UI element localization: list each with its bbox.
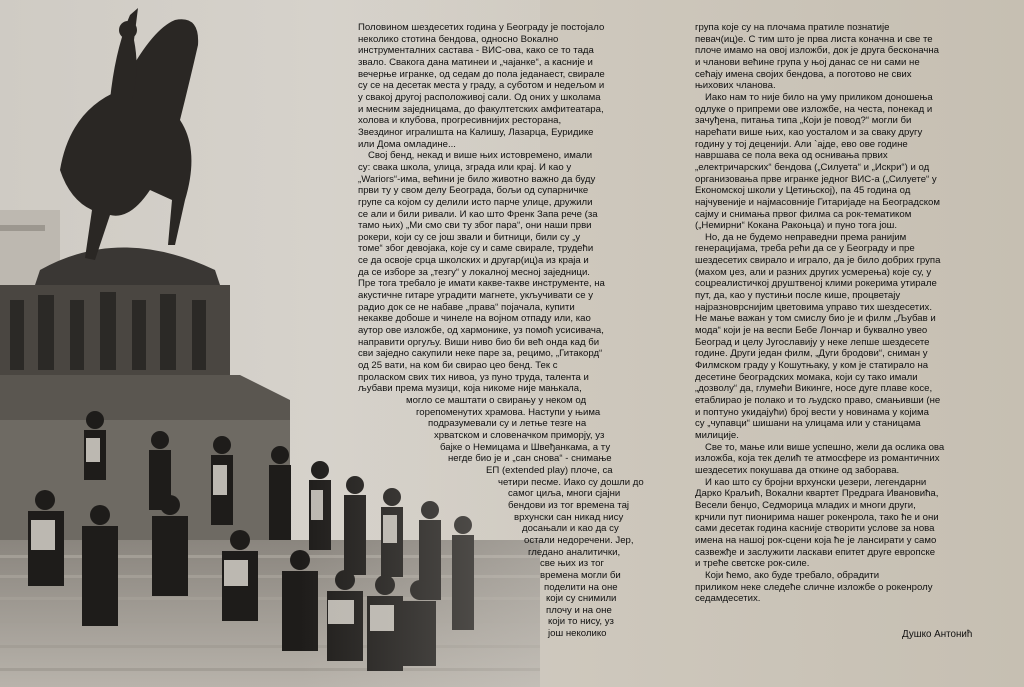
text-line: све њих из тог — [540, 558, 604, 570]
text-line: досањали и као да су — [522, 523, 619, 535]
text-line: плоче имамо на овој изложби, док је друга бесконачна — [695, 45, 940, 57]
author-signature: Душко Антонић — [902, 629, 973, 640]
text-line: врхунски сан никад нису — [514, 511, 624, 523]
paragraph-exhibition — [695, 442, 1005, 477]
paragraph-closing — [695, 570, 1005, 605]
text-line: времена могли би — [540, 569, 621, 581]
text-line: етаблирао је полако и то људско право, смањивши (не — [695, 395, 941, 406]
text-line: тамо њих) „Ми смо сви ту због пара“, они наши први — [358, 220, 592, 232]
paragraph-continuation — [695, 22, 1005, 92]
paragraph-own-band — [358, 150, 658, 395]
text-line: радио док се не набаве „права“ појачала, купити — [358, 301, 575, 313]
text-line: навршава се пола века од оснивања првих — [695, 150, 888, 162]
text-line: да се изборе за „тезгу“ у локалној месној заједници. — [358, 266, 590, 278]
text-line: плочу и на оне — [546, 604, 612, 616]
text-line: или Дома омладине... — [358, 138, 456, 150]
text-line: томе“ због девојака, које су и саме свирале, трудећи — [358, 243, 594, 255]
text-line: неколико стотина бендова, односно Вокално — [358, 33, 559, 45]
text-line: остали недоречени. Јер, — [524, 534, 634, 546]
text-line: имена на нашој рок-сцени која ће је лансирати у само — [695, 534, 937, 546]
text-line: бајке о Немицама и Швеђанкама, а ту — [440, 441, 611, 453]
text-line: некакве добоше и чинеле на војном отпаду или, као — [358, 313, 591, 325]
left-text-column — [358, 22, 658, 640]
text-line: организовања прве игранке једног ВИС-а („Силуете“ у — [695, 173, 937, 185]
text-line: И као што су бројни врхунски џезери, легендарни — [705, 476, 927, 488]
text-line: вечерње игранке, од седам до пола једанаест, свирале — [358, 68, 605, 80]
text-line: који су снимили — [546, 593, 617, 605]
text-line: зачуђена, питања типа „Који је повод?“ могли би — [695, 115, 912, 127]
text-line: и месним заједницама, до факултетских амфитеатара, — [358, 103, 604, 115]
text-line: шездесетих свирало и играло, да је било добрих група — [695, 255, 941, 267]
text-line: самог циља, многи сјајни — [508, 488, 621, 500]
text-line: и треће светске рок-силе. — [695, 558, 810, 570]
text-line: и чланови већине група у њој данас се ни сами не — [695, 56, 920, 68]
text-line: Пре тога требало је имати какве-такве инструменте, на — [358, 278, 605, 290]
text-line: (махом џез, али и разних других усмерења) које су, у — [695, 266, 932, 278]
text-line: годину у тој деценији. Али `ајде, ево ове године — [695, 138, 908, 150]
text-line: милиције. — [695, 429, 739, 441]
text-line: од 25 вати, на ком би свирао цео бенд. Тек с — [358, 360, 558, 372]
text-line: њихових чланова. — [695, 80, 776, 92]
text-line: у свакој другој расположивој сали. Од оних у школама — [358, 91, 601, 103]
text-line: („Немирни“ Кокана Ракоњца) и пуно тога још. — [695, 220, 898, 232]
text-line: се да освоје срца школских и другар(иц)а из краја и — [358, 255, 589, 267]
text-line: рокери, који су се још звали и битници, били су „у — [358, 231, 581, 243]
text-line: десетине београдских момака, који су тако имали — [695, 371, 918, 383]
text-line: су „чупавци“ шишани на улицама или у станицама — [695, 418, 921, 430]
text-line: хрватском и словеначком приморју, уз — [434, 429, 605, 441]
text-line: Све то, мање или више успешно, жели да ослика ова — [705, 441, 945, 453]
text-line: проласком свих тих нивоа, уз пуно труда, талента и — [358, 371, 589, 383]
text-line: група које су на плочама пратиле познатије — [695, 22, 890, 33]
text-line: нарећати више њих, као уосталом и за сваку другу — [695, 126, 923, 138]
text-line: Звездиног игралишта на Калишу, Лазарца, Еуридике — [358, 126, 594, 138]
text-line: крчили пут пионирима нашег рокенрола, тако ће и они — [695, 511, 939, 523]
text-line: мода“ који је на веспи Бебе Лончар и буквално увео — [695, 325, 928, 337]
text-line: најразноврснијим цветовима управо тих шездесетих. — [695, 301, 933, 313]
text-line: Дарко Краљић, Вокални квартет Предрага Ивановића, — [695, 488, 939, 500]
text-line: гледано аналитички, — [528, 546, 621, 558]
text-line: Не мање важан у том смислу био је и филм „Љубав и — [695, 313, 936, 325]
text-line: године. Други један филм, „Дуги бродови“, сниман у — [695, 348, 928, 360]
text-line: су: свака школа, улица, зграда или крај. И као у — [358, 161, 572, 173]
text-line: одлуке о припреми ове изложбе, на честа, понекад и — [695, 103, 933, 115]
text-line: звало. Свакога дана матинеи и „чајанке“, а касније и — [358, 56, 593, 68]
text-line: соцреалистичкој друштвеној клими рокерима утирале — [695, 278, 937, 290]
text-line: први ту у свом делу Београда, бољи од супарничке — [358, 185, 589, 197]
text-line: се али и били ривали. И као што Френк Запа рече (за — [358, 208, 598, 220]
text-line: направити оргуљу. Виши ниво био би већ онда кад би — [358, 336, 600, 348]
text-line: шездесетих покушава да откине од заборава. — [695, 464, 900, 476]
text-line: још неколико — [548, 628, 607, 640]
text-line: приликом неке следеће сличне изложбе о рокенролу — [695, 581, 933, 593]
paragraph-jazz-pioneers — [695, 477, 1005, 570]
text-line: пут, да, као у пустињи после кише, процветају — [695, 290, 901, 302]
text-line: могло се маштати о свирању у неком од — [406, 395, 587, 406]
text-line: су се на десетак места у граду, а суботом и недељом и — [358, 80, 605, 92]
paragraph-occasion — [695, 92, 1005, 232]
text-line: аутор ове изложбе, од хармонике, уз помоћ усисивача, — [358, 325, 604, 337]
text-line: Филмском граду у Кошутњаку, у ком је статирало на — [695, 360, 929, 372]
text-line: који то нису, уз — [548, 616, 614, 628]
text-line: Економској школи у Цетињској), па 45 година од — [695, 185, 911, 197]
text-line: „дозволу“ да, глумећи Викинге, носе дуге плаве косе, — [695, 383, 933, 395]
text-line: генерацијама, треба рећи да се у Београду и пре — [695, 243, 915, 255]
text-line: „електричарских“ бендова („Силуета“ и „Искри“) и од — [695, 161, 930, 173]
text-line: инструменталних састава - ВИС-ова, како се то тада — [358, 45, 594, 57]
text-line: бендови из тог времена тај — [508, 499, 630, 511]
text-line: Иако нам то није било на уму приликом доношења — [705, 91, 933, 103]
text-line: седамдесетих. — [695, 593, 761, 605]
text-line: најчувеније и најмасовније Гитаријаде на Београдском — [695, 196, 940, 208]
paragraph-intro — [358, 22, 658, 150]
text-line: љубави према музици, која никоме није мањкала, — [358, 383, 582, 395]
text-line: Који ћемо, ако буде требало, обрадити — [705, 569, 880, 581]
text-line: четири песме. Иако су дошли до — [498, 476, 644, 488]
text-line: сећају имена својих бендова, а поготово не свих — [695, 68, 912, 80]
text-line: акустичне гитаре уградити магнете, укључивати се у — [358, 290, 594, 302]
text-line: сами десетак година касније створити услове за нова — [695, 523, 935, 535]
text-line: сајму и снимања првог филма са рок-тематиком — [695, 208, 912, 220]
text-line: поделити на оне — [544, 581, 618, 593]
text-line: Београд и целу Југославију у неке лепше шездесете — [695, 336, 930, 348]
text-line: певач(иц)е. С тим што је прва листа коначна и све те — [695, 33, 933, 45]
text-line: негде био је и „сан снова“ - снимање — [448, 453, 612, 465]
text-line: Весели бенџо, Седморица младих и многи други, — [695, 499, 916, 511]
text-line: Свој бенд, некад и више њих истовремено, имали — [368, 150, 593, 162]
text-line: горепоменутих храмова. Наступи у њима — [416, 406, 601, 418]
text-line: сви заједно сакупили неке паре за, рецимо, „Гитакорд“ — [358, 348, 603, 360]
right-text-column — [695, 22, 1005, 605]
text-line: ЕП (extended play) плоче, са — [486, 464, 613, 476]
text-line: холова и клубова, прогресивнијих ресторана, — [358, 115, 562, 127]
text-line: сазвежђе и заслужити ласкави епитет друге европске — [695, 546, 936, 558]
text-line: подразумевали су и летње тезге на — [428, 418, 587, 430]
text-line: „Wariors“-има, већини је било животно важно да буду — [358, 173, 596, 185]
text-line: Половином шездесетих година у Београду је постојало — [358, 22, 605, 33]
paragraph-earlier-generations — [695, 232, 1005, 442]
text-line: групе са којом су делили исто парче улице, дружили — [358, 196, 593, 208]
text-line: Но, да не будемо неправедни према ранијим — [705, 231, 907, 243]
paragraph-shaped — [358, 395, 658, 640]
text-line: и поптуно укидајући) број вести у новинама у којима — [695, 406, 929, 418]
text-line: изложба, која тек делић те атмосфере из романтичних — [695, 453, 940, 465]
